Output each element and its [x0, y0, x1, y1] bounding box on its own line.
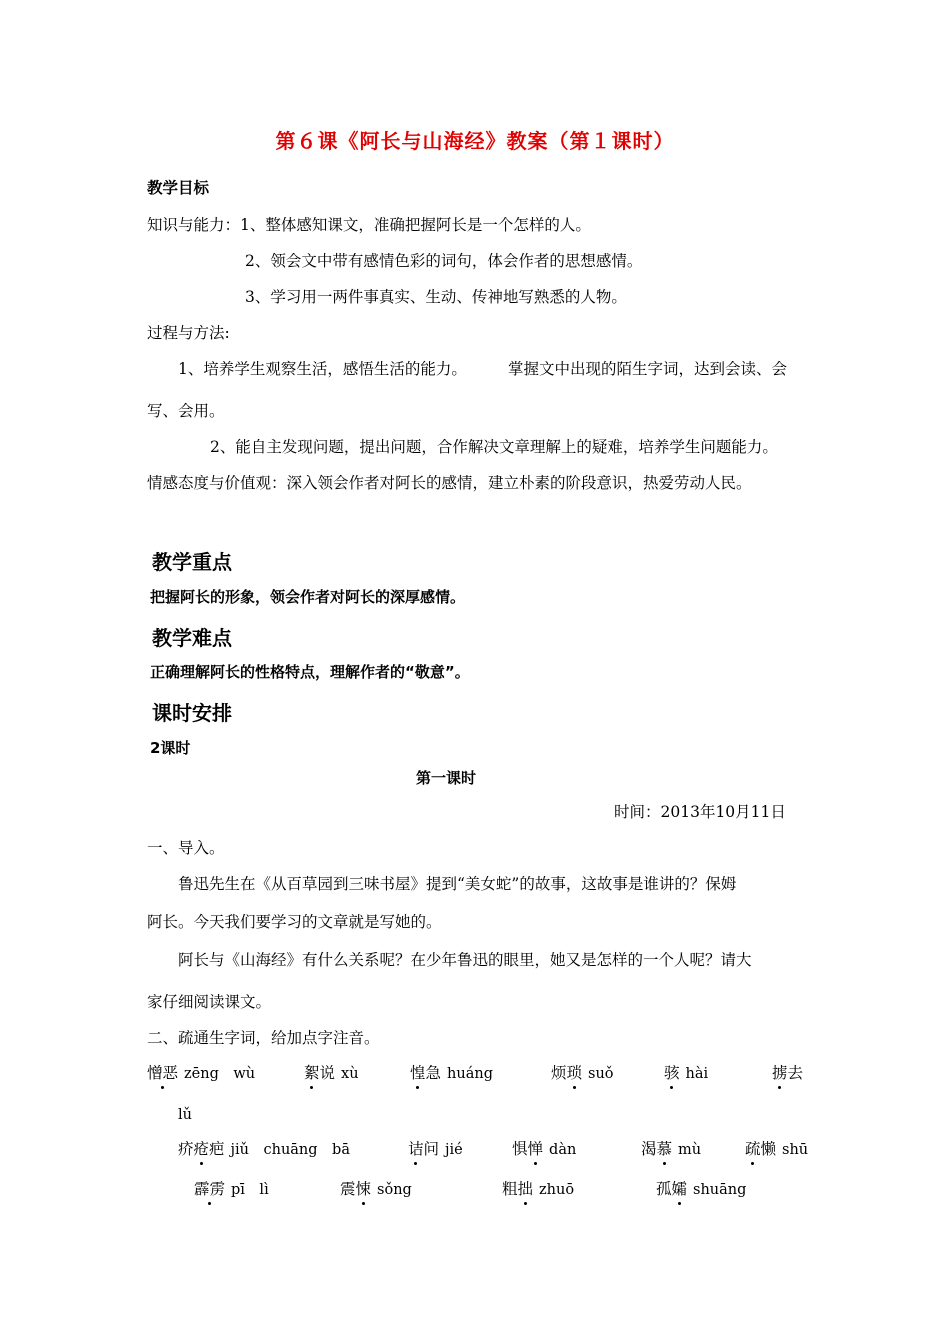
objectives-heading: 教学目标	[147, 178, 210, 197]
dotted-chars: 骇	[664, 1064, 680, 1082]
dotted-chars: 诘	[408, 1140, 424, 1158]
vocab-item: 粗拙 zhuō	[502, 1180, 575, 1198]
dotted-chars: 惶	[410, 1064, 426, 1082]
vocab-item: 絮说 xù	[304, 1064, 359, 1082]
vocab-item	[664, 1063, 708, 1084]
key-point-text: 把握阿长的形象，领会作者对阿长的深厚感情。	[150, 588, 466, 606]
process-item-1b: 掌握文中出现的陌生字词，达到会读、会	[508, 360, 788, 378]
pinyin: mù	[678, 1142, 702, 1158]
vocab-item	[147, 1063, 255, 1084]
process-item-2: 2、能自主发现问题，提出问题，合作解决文章理解上的疑难，培养学生问题能力。	[210, 438, 778, 456]
dotted-chars: 掳	[772, 1064, 788, 1082]
pinyin: shuāng	[693, 1182, 747, 1198]
lesson-heading: 第一课时	[415, 769, 476, 787]
vocab-item: 孤孀 shuāng	[656, 1180, 747, 1198]
vocab-item: 疏懒 shū	[745, 1140, 809, 1158]
process-label: 过程与方法:	[147, 324, 230, 342]
process-item-1a: 1、培养学生观察生活，感悟生活的能力。	[178, 360, 467, 378]
pinyin: jiǔ chuāng bā	[230, 1142, 350, 1158]
paragraph-2-line-1: 阿长与《山海经》有什么关系呢？在少年鲁迅的眼里，她又是怎样的一个人呢？请大	[178, 951, 752, 969]
dotted-chars: 疏	[745, 1140, 761, 1158]
dotted-chars: 霹雳	[194, 1180, 226, 1198]
difficulty-heading: 教学难点	[152, 626, 232, 650]
pinyin: huáng	[447, 1066, 493, 1082]
schedule-heading: 课时安排	[152, 701, 232, 725]
pinyin: zēng wù	[184, 1066, 256, 1082]
emotion-line: 情感态度与价值观：深入领会作者对阿长的感情，建立朴素的阶段意识，热爱劳动人民。	[147, 474, 752, 492]
knowledge-label: 知识与能力：	[147, 216, 241, 234]
vocab-item: 诘问 jié	[408, 1140, 463, 1158]
paragraph-1-line-1: 鲁迅先生在《从百草园到三味书屋》提到“美女蛇”的故事，这故事是谁讲的？保姆	[178, 875, 737, 893]
section-1-title: 一、导入。	[147, 839, 225, 857]
dotted-chars: 孀	[671, 1180, 688, 1198]
dotted-chars: 慕	[656, 1140, 673, 1158]
pinyin: suǒ	[588, 1066, 614, 1082]
lesson-date: 时间：2013年10月11日	[614, 803, 786, 821]
dotted-chars: 憎恶	[147, 1064, 179, 1082]
vocab-item: 震悚 sǒng	[340, 1180, 412, 1198]
process-item-1c: 写、会用。	[147, 402, 225, 420]
pinyin: hài	[685, 1066, 709, 1082]
vocab-item	[178, 1139, 350, 1160]
pinyin: lǔ	[178, 1107, 192, 1123]
dotted-chars: 絮	[304, 1064, 320, 1082]
vocab-item: 惧惮 dàn	[512, 1140, 577, 1158]
paragraph-1-line-2: 阿长。今天我们要学习的文章就是写她的。	[147, 913, 442, 931]
difficulty-text: 正确理解阿长的性格特点，理解作者的“敬意”。	[150, 663, 470, 681]
dotted-chars: 惮	[527, 1140, 544, 1158]
vocab-item	[194, 1179, 269, 1200]
vocab-item: 惶急 huáng	[410, 1064, 493, 1082]
vocab-item: 渴慕 mù	[641, 1140, 702, 1158]
vocab-item	[178, 1104, 192, 1125]
vocab-item: 掳去	[772, 1064, 804, 1082]
pinyin: sǒng	[377, 1182, 412, 1198]
document-title: 第６课《阿长与山海经》教案（第１课时）	[275, 129, 675, 153]
pinyin: xù	[341, 1066, 359, 1082]
dotted-chars: 疥疮疤	[178, 1140, 225, 1158]
knowledge-item-2: 2、领会文中带有感情色彩的词句，体会作者的思想感情。	[245, 252, 643, 270]
vocab-item: 烦琐 suǒ	[551, 1064, 614, 1082]
dotted-chars: 悚	[355, 1180, 372, 1198]
pinyin: zhuō	[539, 1182, 575, 1198]
knowledge-line-1	[147, 215, 591, 235]
pinyin: dàn	[549, 1142, 577, 1158]
schedule-text: 2课时	[150, 739, 191, 757]
section-2-title: 二、疏通生字词，给加点字注音。	[147, 1029, 380, 1047]
pinyin: pī lì	[231, 1182, 269, 1198]
knowledge-item-3: 3、学习用一两件事真实、生动、传神地写熟悉的人物。	[245, 288, 627, 306]
dotted-chars: 琐	[566, 1064, 583, 1082]
pinyin: shū	[782, 1142, 809, 1158]
key-point-heading: 教学重点	[152, 550, 232, 574]
dotted-chars: 拙	[517, 1180, 534, 1198]
knowledge-item-1: 1、整体感知课文，准确把握阿长是一个怎样的人。	[240, 216, 591, 234]
pinyin: jié	[445, 1142, 463, 1158]
paragraph-2-line-2: 家仔细阅读课文。	[147, 993, 272, 1011]
